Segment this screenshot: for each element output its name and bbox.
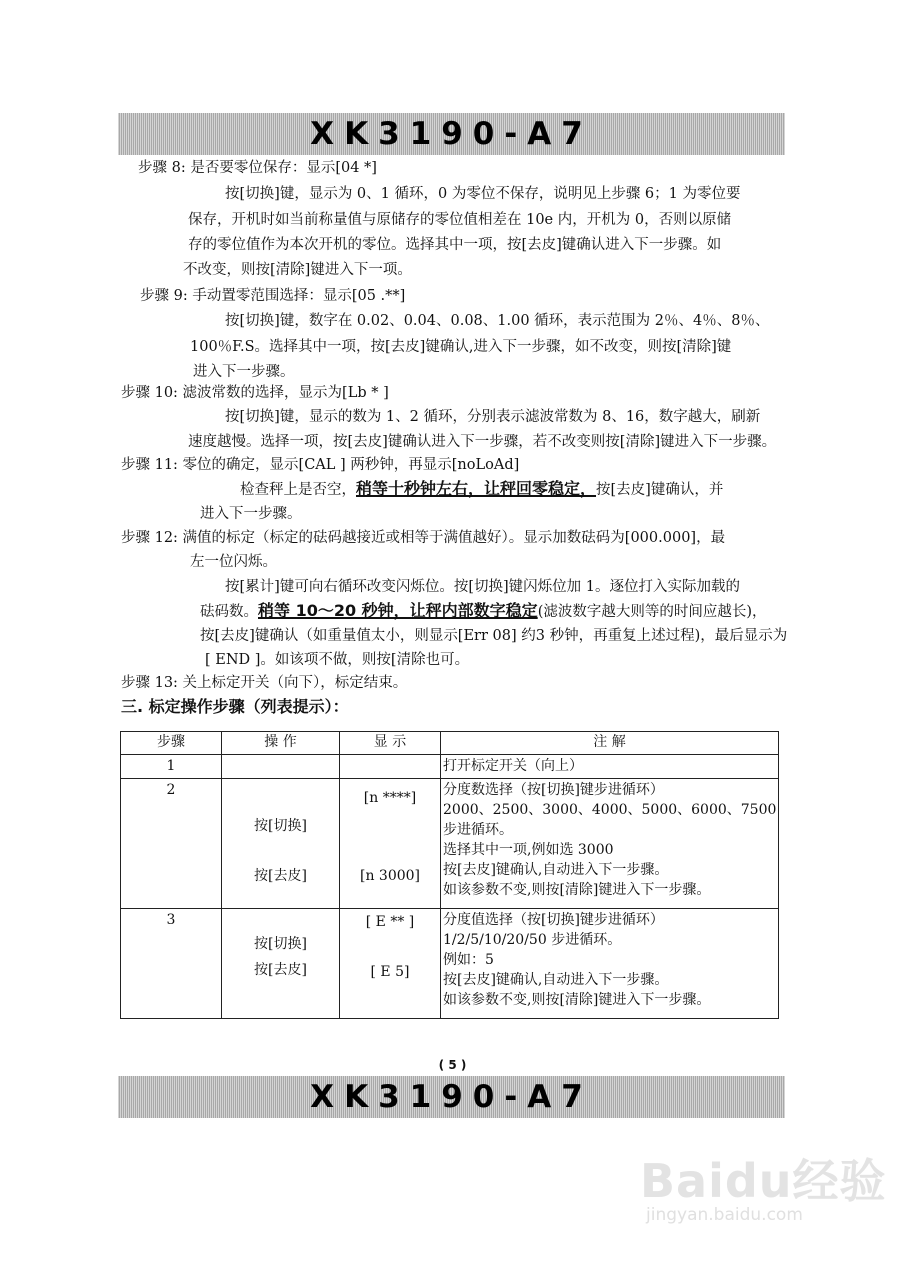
table-row (121, 755, 779, 779)
step-12-text: 左一位闪烁。 (190, 554, 277, 570)
op-switch: 按[切换] (254, 818, 307, 834)
note-line: 分度值选择（按[切换]键步进循环） (443, 912, 664, 928)
note-line: 按[去皮]键确认,自动进入下一步骤。 (443, 972, 669, 988)
step-9-text: 按[切换]键，数字在 0.02、0.04、0.08、1.00 循环，表示范围为 2％、4％、8％、 (225, 313, 770, 329)
header-display: 显 示 (340, 732, 441, 755)
cell-operation (222, 779, 340, 909)
step-10-text: 按[切换]键，显示的数为 1、2 循环，分别表示滤波常数为 8、16，数字越大，刷新 (225, 409, 761, 425)
step-12-emphasis: 稍等 10～20 秒钟，让秤内部数字稳定 (258, 601, 538, 620)
note-line: 如该参数不变,则按[清除]键进入下一步骤。 (443, 992, 711, 1008)
cell-step: 1 (121, 755, 222, 779)
step-12-weight: 砝码数。 (200, 604, 258, 620)
display-value: [ E 5] (370, 964, 410, 980)
step-9-text: 100％F.S。选择其中一项，按[去皮]键确认,进入下一步骤，如不改变，则按[清除]键 (190, 339, 732, 355)
step-8-title: 步骤 8: 是否要零位保存：显示[04 *] (138, 160, 377, 176)
section-title: 三. 标定操作步骤（列表提示）： (121, 697, 349, 716)
display-value: [ E ** ] (365, 914, 415, 930)
step-11-confirm: 按[去皮]键确认，并 (596, 482, 724, 498)
step-12-title: 步骤 12: 满值的标定（标定的砝码越接近或相等于满值越好）。显示加数砝码为[000.000]，最 (121, 530, 726, 546)
step-11-text: 进入下一步骤。 (200, 506, 302, 522)
step-8-text: 保存，开机时如当前称量值与原储存的零位值相差在 10e 内，开机为 0，否则以原储 (188, 212, 732, 228)
note-line: 2000、2500、3000、4000、5000、6000、7500 (443, 802, 777, 818)
step-10-title: 步骤 10: 滤波常数的选择，显示为[Lb * ] (121, 385, 389, 401)
note-line: 步进循环。 (443, 822, 513, 838)
step-11-check: 检查秤上是否空， (240, 482, 356, 498)
note-line: 按[去皮]键确认,自动进入下一步骤。 (443, 862, 669, 878)
step-11-text (240, 479, 723, 500)
watermark-url: jingyan.baidu.com (646, 1205, 803, 1225)
note-line: 1/2/5/10/20/50 步进循环。 (443, 932, 622, 948)
display-value: [n 3000] (359, 868, 421, 884)
cell-note (441, 779, 779, 909)
cell-step: 2 (121, 779, 222, 909)
step-8-text: 存的零位值作为本次开机的零位。选择其中一项，按[去皮]键确认进入下一步骤。如 (188, 237, 722, 253)
cell-display (340, 779, 441, 909)
calibration-table (120, 731, 779, 1019)
op-tare: 按[去皮] (254, 962, 307, 978)
step-12-text (200, 601, 767, 622)
table-row (121, 909, 779, 1019)
header-operation: 操 作 (222, 732, 340, 755)
step-11-emphasis: 稍等十秒钟左右，让秤回零稳定， (356, 479, 597, 498)
step-12-note: (滤波数字越大则等的时间应越长)， (537, 604, 767, 620)
header-notes: 注 解 (441, 732, 779, 755)
step-8-text: 不改变，则按[清除]键进入下一项。 (183, 262, 412, 278)
footer-banner: XK3190-A7 (118, 1076, 785, 1118)
cell-display (340, 909, 441, 1019)
table-row (121, 779, 779, 909)
header-banner: XK3190-A7 (118, 113, 785, 155)
note-line: 例如：5 (443, 952, 494, 968)
table-header-row (121, 732, 779, 755)
note-line: 选择其中一项,例如选 3000 (443, 842, 614, 858)
step-12-text: 按[去皮]键确认（如重量值太小，则显示[Err 08] 约3 秒钟，再重复上述过程)，最后显示为 (200, 628, 788, 644)
note-line: 分度数选择（按[切换]键步进循环） (443, 782, 664, 798)
step-8-text: 按[切换]键，显示为 0、1 循环，0 为零位不保存，说明见上步骤 6；1 为零位要 (225, 186, 741, 202)
op-tare: 按[去皮] (254, 868, 307, 884)
cell-operation (222, 909, 340, 1019)
page-number: ( 5 ) (438, 1058, 467, 1072)
watermark-logo: Baidu经验 (640, 1154, 887, 1208)
header-step: 步骤 (121, 732, 222, 755)
step-13-title: 步骤 13: 关上标定开关（向下），标定结束。 (121, 675, 408, 691)
op-switch: 按[切换] (254, 936, 307, 952)
step-12-text: 按[累计]键可向右循环改变闪烁位。按[切换]键闪烁位加 1。逐位打入实际加载的 (225, 579, 740, 595)
display-value: [n ****] (363, 790, 417, 806)
watermark (640, 1145, 887, 1225)
step-11-title: 步骤 11: 零位的确定，显示[CAL ] 两秒钟，再显示[noLoAd] (121, 457, 520, 473)
cell-step: 3 (121, 909, 222, 1019)
cell-operation (222, 755, 340, 779)
cell-display (340, 755, 441, 779)
note-line: 如该参数不变,则按[清除]键进入下一步骤。 (443, 882, 711, 898)
cell-note: 打开标定开关（向上） (441, 755, 779, 779)
step-10-text: 速度越慢。选择一项，按[去皮]键确认进入下一步骤，若不改变则按[清除]键进入下一步骤。 (188, 434, 777, 450)
step-9-text: 进入下一步骤。 (193, 364, 295, 380)
cell-note (441, 909, 779, 1019)
step-9-title: 步骤 9: 手动置零范围选择：显示[05 .**] (140, 288, 406, 304)
step-12-text: [ END ]。如该项不做，则按[清除也可。 (205, 652, 470, 668)
